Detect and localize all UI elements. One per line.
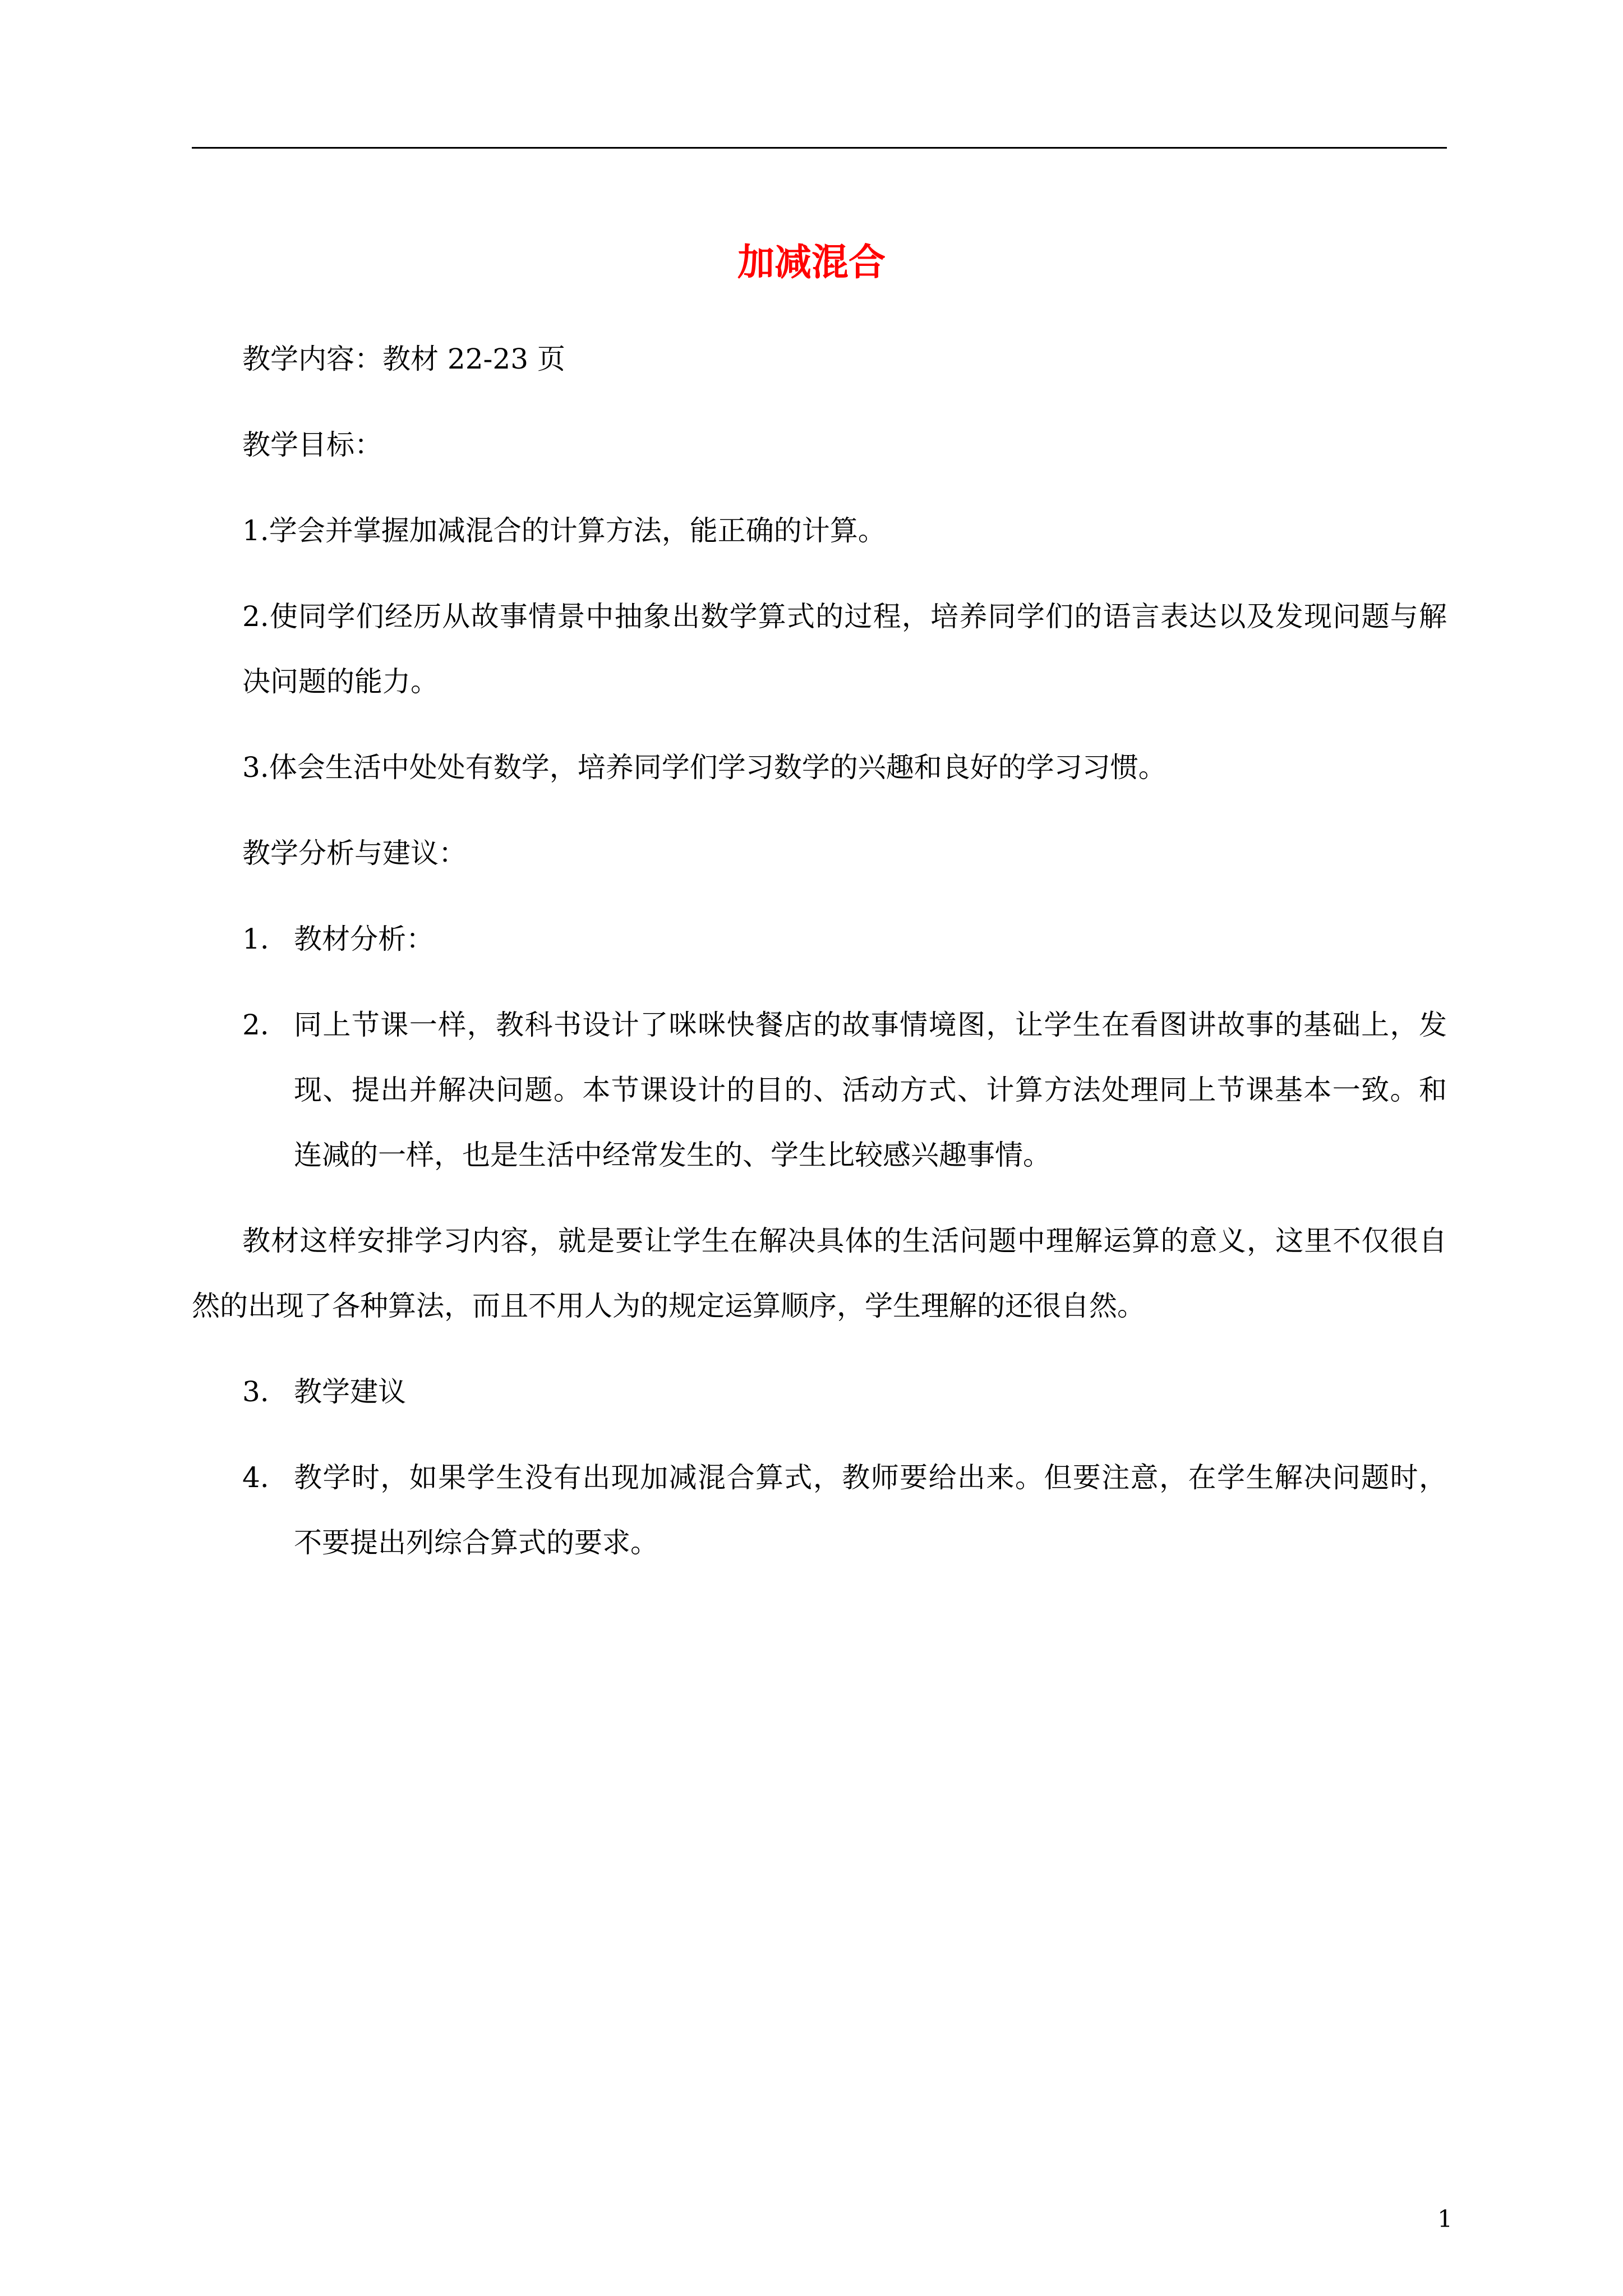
list-item-2-line-2: 现、提出并解决问题。本节课设计的目的、活动方式、计算方法处理同上节课基本一致。和 (294, 1074, 1447, 1106)
list-item-4-line-1: 教学时，如果学生没有出现加减混合算式，教师要给出来。但要注意，在学生解决问题时， (294, 1461, 1447, 1494)
document-title: 加减混合 (737, 241, 886, 284)
objective-2-line-1: 2.使同学们经历从故事情景中抽象出数学算式的过程，培养同学们的语言表达以及发现问题与解 (242, 600, 1447, 633)
list-item-3-text: 教学建议 (294, 1375, 406, 1408)
teaching-content-line: 教学内容：教材 22-23 页 (242, 343, 565, 375)
objective-2-line-2: 决问题的能力。 (242, 665, 439, 698)
objective-1: 1.学会并掌握加减混合的计算方法，能正确的计算。 (242, 514, 886, 547)
list-item-2-line-1: 同上节课一样，教科书设计了咪咪快餐店的故事情境图，让学生在看图讲故事的基础上，发 (294, 1009, 1447, 1041)
list-item-4-number: 4. (242, 1461, 269, 1494)
header-rule (192, 147, 1447, 149)
list-item-1-text: 教材分析： (294, 923, 434, 955)
list-item-2-line-3: 连减的一样，也是生活中经常发生的、学生比较感兴趣事情。 (294, 1139, 1051, 1171)
objectives-heading: 教学目标： (242, 429, 382, 461)
list-item-1-number: 1. (242, 923, 269, 955)
analysis-heading: 教学分析与建议： (242, 837, 467, 869)
list-item-3-number: 3. (242, 1375, 269, 1408)
list-item-2-number: 2. (242, 1009, 269, 1041)
page-number: 1 (1437, 2205, 1453, 2233)
list-item-4-line-2: 不要提出列综合算式的要求。 (294, 1526, 658, 1559)
paragraph-line-2: 然的出现了各种算法，而且不用人为的规定运算顺序，学生理解的还很自然。 (192, 1290, 1145, 1322)
objective-3: 3.体会生活中处处有数学，培养同学们学习数学的兴趣和良好的学习习惯。 (242, 751, 1166, 784)
paragraph-line-1: 教材这样安排学习内容，就是要让学生在解决具体的生活问题中理解运算的意义，这里不仅很自 (242, 1225, 1447, 1257)
